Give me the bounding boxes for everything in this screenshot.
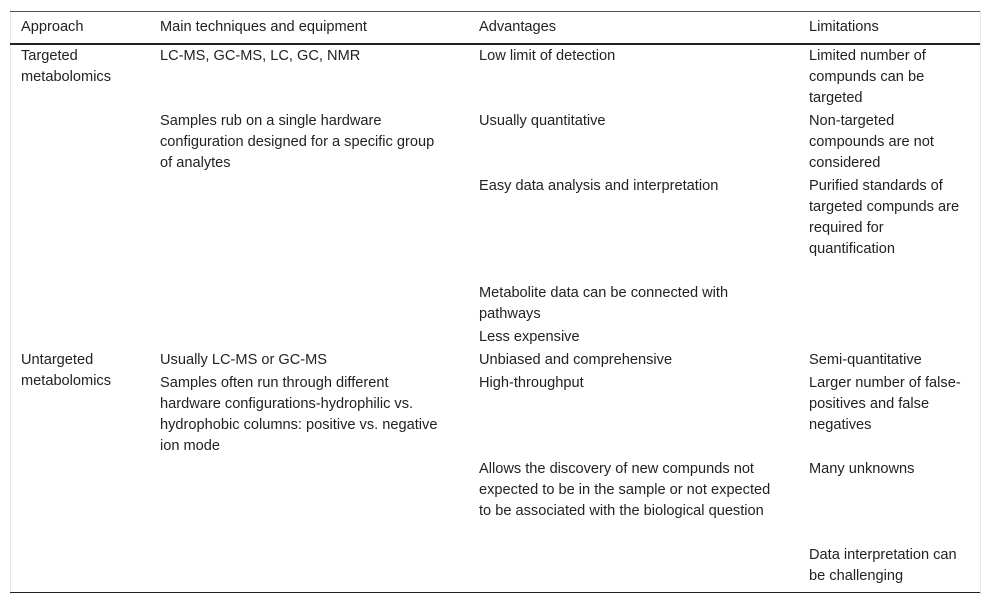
header-advantages: Advantages xyxy=(479,19,557,35)
header-limitations: Limitations xyxy=(809,19,879,35)
table-bottom-rule xyxy=(10,592,980,593)
untargeted-advantage-1: Unbiased and comprehensive xyxy=(479,352,673,368)
targeted-limitation-1: Limited number of compunds can be targeted xyxy=(809,48,926,106)
untargeted-advantage-2: High-throughput xyxy=(479,375,584,391)
targeted-approach-cell: Targeted metabolomics xyxy=(21,48,112,85)
table-header-rule xyxy=(10,43,980,45)
targeted-advantage-3: Easy data analysis and interpretation xyxy=(479,178,719,194)
untargeted-limitation-4: Data interpretation can be challenging xyxy=(809,547,957,584)
untargeted-approach-cell: Untargeted metabolomics xyxy=(21,352,112,389)
targeted-technique-2: Samples rub on a single hardware configuration designed for a specific group of analytes xyxy=(160,113,435,171)
untargeted-limitation-2: Larger number of false-positives and false negatives xyxy=(809,375,961,433)
targeted-advantage-1: Low limit of detection xyxy=(479,48,616,64)
untargeted-technique-2: Samples often run through different hardware configurations-hydrophilic vs. hydrophobic columns: positive vs. negative ion mode xyxy=(160,375,438,454)
targeted-technique-1: LC-MS, GC-MS, LC, GC, NMR xyxy=(160,48,361,64)
targeted-limitation-2: Non-targeted compounds are not considered xyxy=(809,113,934,171)
targeted-advantage-2: Usually quantitative xyxy=(479,113,606,129)
untargeted-limitation-1: Semi-quantitative xyxy=(809,352,922,368)
table-top-rule xyxy=(10,11,980,12)
targeted-advantage-4: Metabolite data can be connected with pathways xyxy=(479,285,729,322)
targeted-limitation-3: Purified standards of targeted compunds are required for quantification xyxy=(809,178,960,257)
header-techniques: Main techniques and equipment xyxy=(160,19,367,35)
untargeted-limitation-3: Many unknowns xyxy=(809,461,915,477)
untargeted-technique-1: Usually LC-MS or GC-MS xyxy=(160,352,328,368)
targeted-advantage-5: Less expensive xyxy=(479,329,580,345)
untargeted-advantage-3: Allows the discovery of new compunds not expected to be in the sample or not expected to be associated with the biological question xyxy=(479,461,771,519)
header-approach: Approach xyxy=(21,19,84,35)
